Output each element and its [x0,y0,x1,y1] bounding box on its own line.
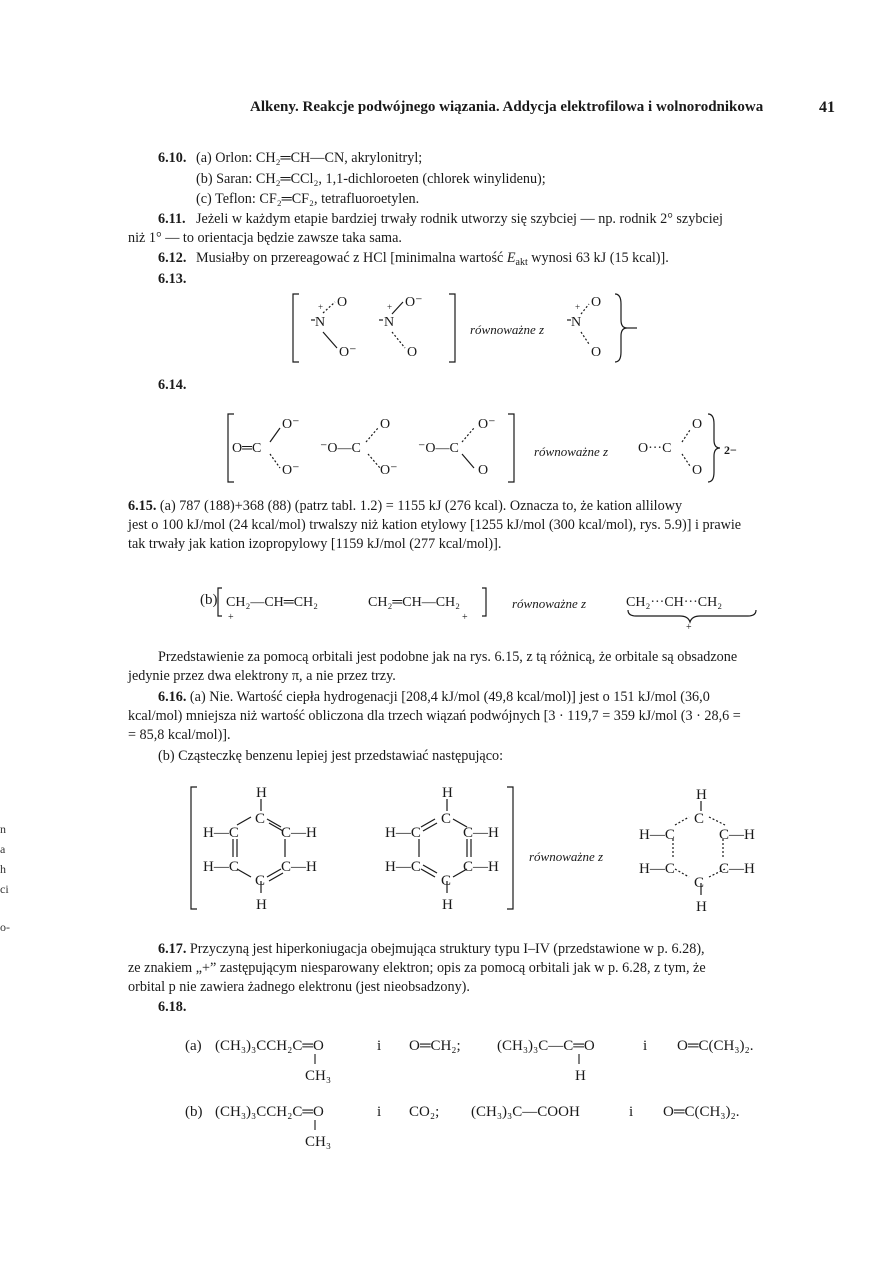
plus-charge: + [228,612,234,623]
answer-6-12: Musiałby on przereagować z HCl [minimalna wartość $E_{akt}$ wynosi 63 kJ (15 kcal)]. [196,250,669,268]
answer-6-11-line2: niż 1° — to orientacja będzie zawsze taka sama. [128,230,402,246]
product-a1: (CH₃)₃CCH₂C═O [215,1038,324,1054]
hydrogen-atom: H [256,785,267,801]
product-b3: (CH₃)₃C—COOH [471,1104,580,1120]
oxygen-atom: O [380,417,391,432]
margin-mark: o- [0,920,10,934]
carbon-atom: C [441,873,452,889]
carbon-atom: C [255,873,266,889]
oxygen-anion: O⁻ [282,417,300,432]
product-b4: O═C(CH₃)₂. [663,1104,740,1120]
charge-label: 2− [724,443,737,457]
nitrite-resonance-diagram [285,290,645,370]
answer-6-16-b: (b) Cząsteczkę benzenu lepiej jest przedstawiać następująco: [158,748,504,764]
nitrogen-atom: N [384,315,395,330]
ch-group: C—H [463,859,499,875]
hydrogen-atom: H [696,787,707,803]
answer-6-16-a-line2: kcal/mol) mniejsza niż wartość obliczona dla trzech wiązań podwójnych [3 · 119,7 = 359 kJ/mol (3 · 28,6 = [128,708,741,724]
answer-6-16-a-line1: 6.16. (a) Nie. Wartość ciepła hydrogenacji [208,4 kJ/mol (49,8 kcal/mol)] jest o 151 kJ/mol (36,0 [158,689,710,705]
oxygen-anion: O⁻ [405,295,423,310]
carbon-atom: C [694,811,705,827]
plus-charge: + [318,302,324,312]
answer-6-15-b-line1: Przedstawienie za pomocą orbitali jest podobne jak na rys. 6.15, z tą różnicą, że orbitale są obsadzone [158,649,738,665]
product-b2: CO₂; [409,1104,440,1120]
answer-number-6-18: 6.18. [158,999,187,1015]
equivalent-label: równoważne z [512,596,587,611]
ch-group: C—H [281,825,317,841]
conjunction: i [643,1038,648,1054]
carbonate-resonance-diagram [222,410,782,490]
carbon-atom: C [694,875,705,891]
answer-6-11-line1: Jeżeli w każdym etapie bardziej trwały rodnik utworzy się szybciej — np. rodnik 2° szybciej [196,211,723,227]
answer-6-10-b: (b) Saran: CH₂═CCl₂, 1,1-dichloroeten (chlorek winylidenu); [196,171,546,187]
oxygen-anion: O⁻ [478,417,496,432]
answer-6-15-a: 6.15. (a) 787 (188)+368 (88) (patrz tabl. 1.2) = 1155 kJ (276 kcal). Oznacza to, że kation allilowy [128,498,683,514]
answer-6-15-a-line3: tak trwały jak kation izopropylowy [1159 kJ/mol (277 kcal/mol)]. [128,536,502,552]
allyl-form-2: CH₂═CH—CH₂ [368,595,461,610]
hc-group: H—C [203,859,239,875]
hydrogen-atom: H [442,897,453,913]
carbon-atom: C [255,811,266,827]
answer-number-6-13: 6.13. [158,271,187,287]
product-a3: (CH₃)₃C—C═O [497,1038,595,1054]
ch-group: C—H [463,825,499,841]
allyl-cation-resonance [200,582,800,632]
conjunction: i [377,1038,382,1054]
carboxyl-carbon: ⁻O—C [320,441,361,456]
plus-charge: + [686,622,692,632]
answer-6-15-b-line2: jedynie przez dwa elektrony π, a nie przez trzy. [128,668,396,684]
margin-mark: n [0,822,6,836]
oxygen-atom: O [337,295,348,310]
hydrogen-atom: H [256,897,267,913]
nitrogen-atom: N [571,315,582,330]
page-number: 41 [819,99,835,116]
allyl-form-1: CH₂—CH═CH₂ [226,595,319,610]
plus-charge: + [575,302,581,312]
answer-6-17-line1: 6.17. Przyczyną jest hiperkoniugacja obejmująca struktury typu I–IV (przedstawione w p. 6.28), [158,941,705,957]
oxygen-atom: O [692,463,703,478]
hc-group: H—C [639,827,675,843]
ch-group: C—H [719,861,755,877]
product-a4: O═C(CH₃)₂. [677,1038,754,1054]
margin-mark: a [0,842,6,856]
answer-number-6-10: 6.10. [158,150,187,166]
answer-6-17-line2: ze znakiem „+” zastępującym niesparowany elektron; opis za pomocą orbitali jak w p. 6.28, z tym, że [128,960,706,976]
margin-mark: h [0,862,6,876]
delocalized-carbon: O···C [638,441,672,456]
carboxyl-carbon: ⁻O—C [418,441,459,456]
running-header [250,99,835,116]
answer-6-17-line3: orbital p nie zawiera żadnego elektronu (jest nieobsadzony). [128,979,470,995]
conjunction: i [629,1104,634,1120]
plus-charge: + [462,612,468,623]
oxygen-anion: O⁻ [282,463,300,478]
answer-6-15-a-line2: jest o 100 kJ/mol (24 kcal/mol) trwalszy niż kation etylowy [1255 kJ/mol (300 kcal/mol), rys. 5.9)] i prawie [128,517,742,533]
ch-group: C—H [719,827,755,843]
benzene-resonance-diagram [185,783,785,923]
part-b-label: (b) [200,592,218,608]
product-a1-methyl: CH₃ [305,1068,332,1084]
product-a3-hydrogen: H [575,1068,586,1084]
oxygen-anion: O⁻ [380,463,398,478]
answer-number-6-12: 6.12. [158,250,187,266]
equivalent-label: równoważne z [534,444,609,459]
hc-group: H—C [639,861,675,877]
carboxyl-carbon: O═C [232,441,262,456]
hydrogen-atom: H [696,899,707,915]
answer-6-16-a-line3: = 85,8 kcal/mol)]. [128,727,231,743]
equivalent-label: równoważne z [529,849,604,864]
oxygen-atom: O [591,345,602,360]
product-b1: (CH₃)₃CCH₂C═O [215,1104,324,1120]
part-a-label: (a) [185,1038,202,1054]
oxygen-atom: O [591,295,602,310]
equivalent-label: równoważne z [470,322,545,337]
plus-charge: + [387,302,393,312]
answer-number-6-11: 6.11. [158,211,186,227]
nitrogen-atom: N [315,315,326,330]
allyl-hybrid: CH₂···CH···CH₂ [626,595,723,610]
hc-group: H—C [385,825,421,841]
hc-group: H—C [385,859,421,875]
ozonolysis-products [185,1028,825,1158]
hc-group: H—C [203,825,239,841]
conjunction: i [377,1104,382,1120]
oxygen-atom: O [407,345,418,360]
oxygen-anion: O⁻ [339,345,357,360]
answer-6-10-a: (a) Orlon: CH₂═CH—CN, akrylonitryl; [196,150,423,166]
hydrogen-atom: H [442,785,453,801]
product-a2: O═CH₂; [409,1038,461,1054]
answer-6-10-c: (c) Teflon: CF₂═CF₂, tetrafluoroetylen. [196,191,420,207]
ch-group: C—H [281,859,317,875]
oxygen-atom: O [478,463,489,478]
carbon-atom: C [441,811,452,827]
product-b1-methyl: CH₃ [305,1134,332,1150]
answer-number-6-14: 6.14. [158,377,187,393]
oxygen-atom: O [692,417,703,432]
header-title: Alkeny. Reakcje podwójnego wiązania. Addycja elektrofilowa i wolnorodnikowa [250,99,764,115]
margin-mark: ci [0,882,9,896]
part-b-label: (b) [185,1104,203,1120]
